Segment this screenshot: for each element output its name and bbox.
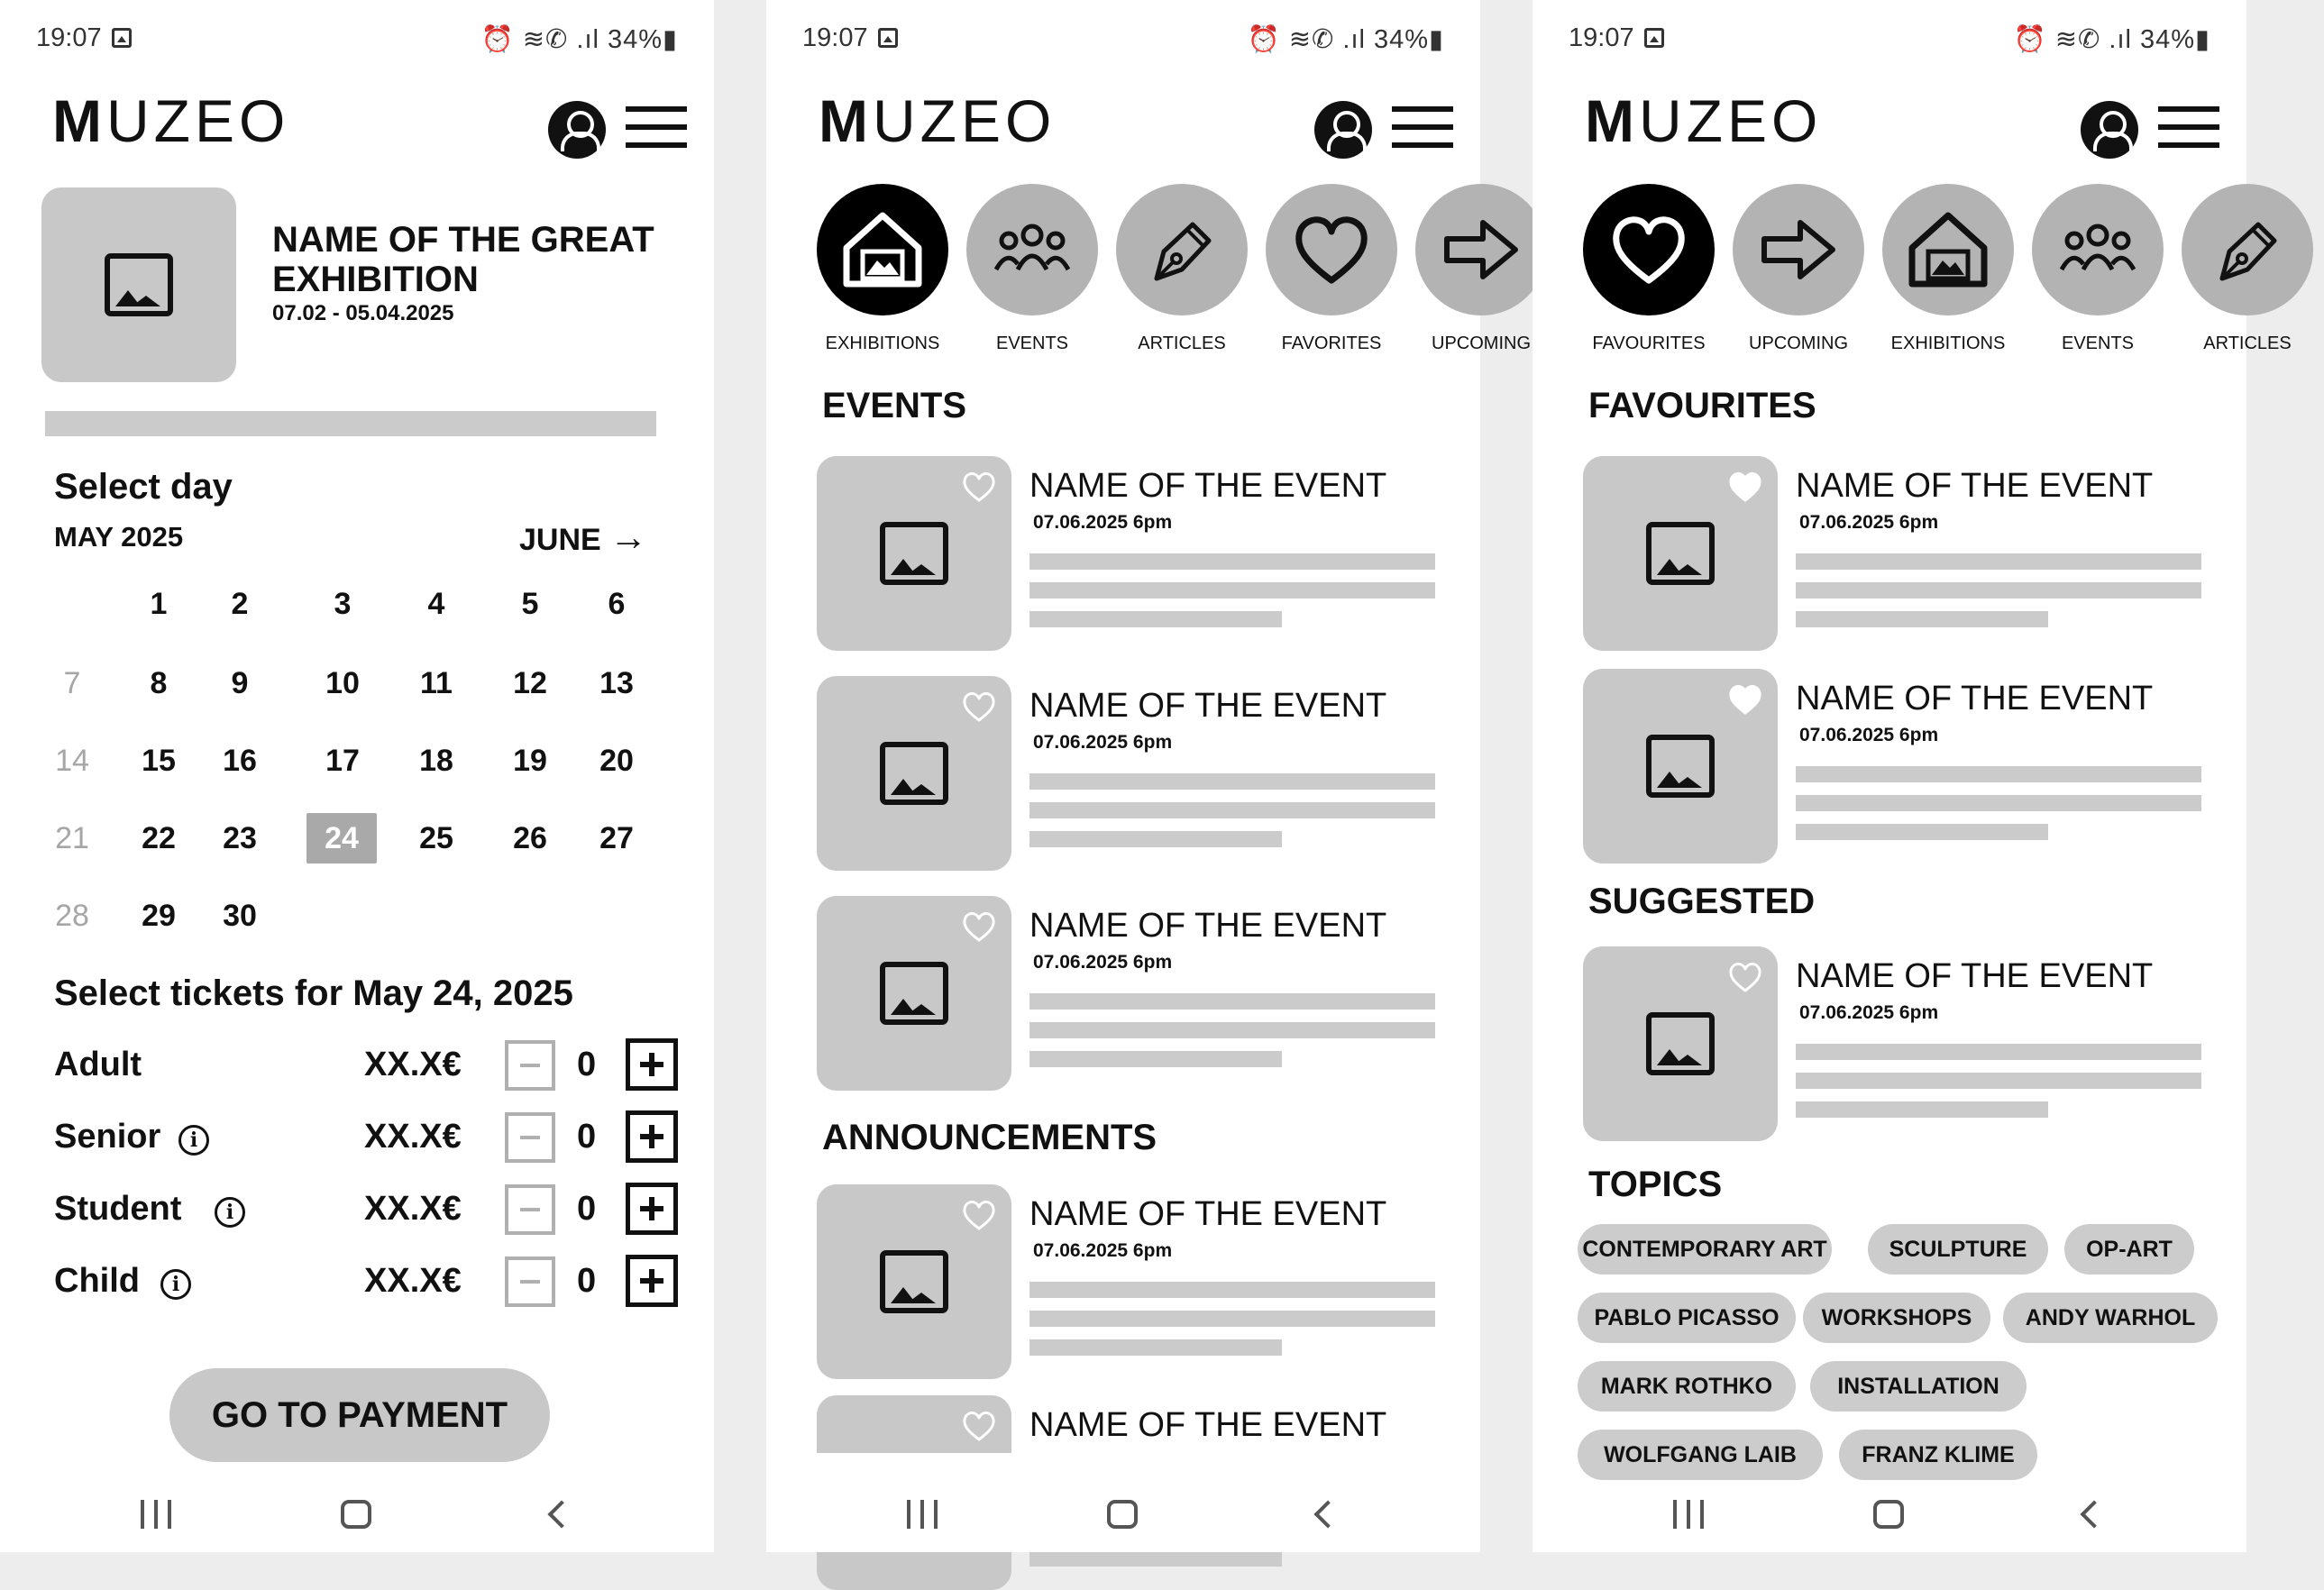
calendar-day[interactable]: 4 — [427, 587, 445, 621]
description-placeholder-line — [1029, 582, 1435, 599]
description-placeholder-line — [1029, 1051, 1282, 1067]
topic-chip[interactable]: SCULPTURE — [1868, 1224, 2048, 1275]
ticket-price: XX.X€ — [364, 1262, 462, 1300]
favorite-heart-icon[interactable] — [961, 909, 997, 945]
event-title: NAME OF THE EVENT — [1029, 1195, 1387, 1233]
topic-chip[interactable]: MARK ROTHKO — [1578, 1361, 1796, 1412]
android-nav-bar — [0, 1453, 714, 1552]
status-bar — [1569, 20, 2210, 56]
profile-icon[interactable] — [1314, 101, 1372, 159]
description-placeholder-line — [1796, 766, 2201, 782]
ticket-price: XX.X€ — [364, 1118, 462, 1156]
calendar-day[interactable]: 9 — [231, 666, 249, 700]
favourites-heading: FAVOURITES — [1588, 386, 1816, 425]
category-label: FAVOURITES — [1592, 334, 1706, 353]
calendar-day[interactable]: 27 — [599, 821, 634, 855]
calendar-day[interactable]: 11 — [420, 666, 453, 700]
favorite-heart-icon[interactable] — [961, 689, 997, 725]
ticket-quantity: 0 — [577, 1046, 597, 1083]
exhibition-title: NAME OF THE GREAT EXHIBITION — [272, 220, 654, 299]
description-placeholder-line — [1796, 582, 2201, 599]
increase-quantity-button[interactable] — [626, 1110, 678, 1163]
category-upcoming[interactable] — [1415, 184, 1547, 315]
exhibition-image — [41, 187, 236, 382]
decrease-quantity-button[interactable] — [505, 1184, 555, 1235]
decrease-quantity-button[interactable] — [505, 1256, 555, 1307]
calendar-day[interactable]: 21 — [55, 821, 89, 855]
info-icon[interactable]: i — [178, 1125, 209, 1156]
calendar-day[interactable]: 2 — [231, 587, 249, 621]
image-placeholder-icon — [880, 1250, 948, 1313]
calendar-day[interactable]: 28 — [55, 899, 89, 933]
description-placeholder-line — [1796, 1073, 2201, 1089]
info-icon[interactable]: i — [215, 1197, 245, 1228]
topics-heading: TOPICS — [1588, 1165, 1723, 1204]
event-date: 07.06.2025 6pm — [1033, 952, 1173, 973]
next-month-button[interactable]: JUNE → — [519, 516, 648, 558]
image-placeholder-icon — [880, 522, 948, 585]
muzeo-logo[interactable]: MUZEO — [52, 87, 290, 154]
category-exhibitions[interactable] — [1882, 184, 2014, 315]
calendar-day[interactable]: 13 — [599, 666, 634, 700]
event-title: NAME OF THE EVENT — [1796, 957, 2154, 995]
gallery-notification-icon — [112, 28, 132, 48]
description-placeholder-line — [1796, 824, 2048, 840]
tickets-heading: Select tickets for May 24, 2025 — [54, 973, 573, 1013]
back-button[interactable] — [2080, 1500, 2108, 1528]
ticket-quantity: 0 — [577, 1190, 597, 1228]
calendar-day[interactable]: 10 — [325, 666, 360, 700]
event-date: 07.06.2025 6pm — [1799, 1002, 1939, 1023]
favorite-heart-icon[interactable] — [1727, 959, 1763, 995]
category-label: EVENTS — [2061, 334, 2135, 353]
calendar-day[interactable]: 26 — [513, 821, 547, 855]
event-title: NAME OF THE EVENT — [1796, 680, 2154, 717]
profile-icon[interactable] — [548, 101, 606, 159]
muzeo-logo[interactable]: MUZEO — [819, 87, 1057, 154]
calendar-day[interactable]: 14 — [55, 744, 89, 778]
description-placeholder-line — [1796, 1044, 2201, 1060]
calendar-day[interactable]: 1 — [150, 587, 168, 621]
calendar-day[interactable]: 25 — [419, 821, 453, 855]
image-placeholder-icon — [105, 253, 173, 316]
image-placeholder-icon — [1646, 522, 1715, 585]
image-placeholder-icon — [1646, 1012, 1715, 1075]
ticket-price: XX.X€ — [364, 1190, 462, 1228]
calendar-day[interactable]: 23 — [223, 821, 257, 855]
topic-chip[interactable]: WOLFGANG LAIB — [1578, 1430, 1823, 1480]
events-screen — [766, 0, 1531, 1552]
go-to-payment-button[interactable]: GO TO PAYMENT — [169, 1368, 550, 1462]
topic-chip[interactable]: WORKSHOPS — [1803, 1293, 1990, 1343]
category-label: FAVORITES — [1281, 334, 1382, 353]
back-button[interactable] — [1313, 1500, 1341, 1528]
back-button[interactable] — [547, 1500, 575, 1528]
calendar-day[interactable]: 17 — [325, 744, 360, 778]
month-label: MAY 2025 — [54, 521, 184, 553]
description-placeholder-line — [1029, 1550, 1282, 1567]
decrease-quantity-button[interactable] — [505, 1040, 555, 1091]
description-placeholder-line — [1796, 611, 2048, 627]
decrease-quantity-button[interactable] — [505, 1112, 555, 1163]
topic-chip[interactable]: ANDY WARHOL — [2003, 1293, 2218, 1343]
status-bar — [36, 20, 678, 56]
description-placeholder-line — [1029, 1311, 1435, 1327]
event-title: NAME OF THE EVENT — [1029, 687, 1387, 725]
ticket-type-label: Student — [54, 1190, 182, 1228]
category-exhibitions[interactable] — [817, 184, 948, 315]
event-title: NAME OF THE EVENT — [1029, 907, 1387, 945]
event-date: 07.06.2025 6pm — [1799, 725, 1939, 745]
calendar-day[interactable]: 19 — [513, 744, 547, 778]
category-favourites[interactable] — [1583, 184, 1715, 315]
favorite-heart-icon[interactable] — [961, 1197, 997, 1233]
profile-icon[interactable] — [2081, 101, 2138, 159]
exhibition-progress-placeholder — [45, 411, 656, 436]
description-placeholder-line — [1796, 795, 2201, 811]
category-label: EVENTS — [995, 334, 1069, 353]
home-button[interactable] — [1107, 1500, 1138, 1529]
calendar-day[interactable]: 20 — [599, 744, 634, 778]
status-time: 19:07 — [36, 23, 102, 52]
topic-chip[interactable]: PABLO PICASSO — [1578, 1293, 1796, 1343]
increase-quantity-button[interactable] — [626, 1038, 678, 1091]
image-placeholder-icon — [880, 962, 948, 1025]
calendar-day[interactable]: 22 — [142, 821, 176, 855]
calendar-day[interactable]: 5 — [521, 587, 539, 621]
gallery-notification-icon — [1644, 28, 1664, 48]
home-button[interactable] — [341, 1500, 371, 1529]
category-label: UPCOMING — [1432, 334, 1531, 353]
description-placeholder-line — [1796, 1101, 2048, 1118]
calendar-day[interactable]: 30 — [223, 899, 257, 933]
description-placeholder-line — [1029, 1022, 1435, 1038]
ticket-screen — [0, 0, 714, 1552]
category-label: ARTICLES — [2203, 334, 2292, 353]
description-placeholder-line — [1029, 553, 1435, 570]
events-heading: EVENTS — [822, 386, 967, 425]
description-placeholder-line — [1029, 802, 1435, 818]
recent-apps-button[interactable] — [1673, 1500, 1704, 1529]
calendar-day[interactable]: 12 — [513, 666, 547, 700]
description-placeholder-line — [1029, 993, 1435, 1010]
calendar-day[interactable]: 7 — [63, 666, 81, 700]
recent-apps-button[interactable] — [907, 1500, 938, 1529]
event-date: 07.06.2025 6pm — [1799, 512, 1939, 533]
gallery-notification-icon — [878, 28, 898, 48]
home-button[interactable] — [1873, 1500, 1904, 1529]
ticket-quantity: 0 — [577, 1262, 597, 1300]
event-date: 07.06.2025 6pm — [1033, 732, 1173, 753]
increase-quantity-button[interactable] — [626, 1183, 678, 1235]
topic-chip[interactable]: INSTALLATION — [1810, 1361, 2027, 1412]
muzeo-logo[interactable]: MUZEO — [1585, 87, 1823, 154]
category-articles[interactable] — [1116, 184, 1248, 315]
android-nav-bar — [1533, 1453, 2246, 1552]
event-title: NAME OF THE EVENT — [1029, 1406, 1387, 1444]
event-title: NAME OF THE EVENT — [1796, 467, 2154, 505]
favorite-heart-icon[interactable] — [961, 469, 997, 505]
ticket-type-label: Child — [54, 1262, 140, 1300]
favorite-heart-icon[interactable] — [1727, 469, 1763, 505]
info-icon[interactable]: i — [160, 1269, 191, 1300]
category-articles[interactable] — [2182, 184, 2313, 315]
category-label: UPCOMING — [1749, 334, 1848, 353]
category-favorites[interactable] — [1266, 184, 1397, 315]
calendar-day[interactable]: 6 — [608, 587, 626, 621]
calendar-day[interactable]: 15 — [142, 744, 176, 778]
description-placeholder-line — [1796, 553, 2201, 570]
ticket-price: XX.X€ — [364, 1046, 462, 1083]
category-events[interactable] — [2032, 184, 2164, 315]
status-time: 19:07 — [1569, 23, 1634, 52]
description-placeholder-line — [1029, 611, 1282, 627]
description-placeholder-line — [1029, 1339, 1282, 1356]
topic-chip[interactable]: FRANZ KLIME — [1839, 1430, 2037, 1480]
hamburger-menu-icon[interactable] — [2158, 106, 2219, 148]
hamburger-menu-icon[interactable] — [626, 106, 687, 148]
event-date: 07.06.2025 6pm — [1033, 1240, 1173, 1261]
calendar-day[interactable]: 18 — [419, 744, 453, 778]
ticket-quantity: 0 — [577, 1118, 597, 1156]
image-placeholder-icon — [1646, 735, 1715, 798]
select-day-label: Select day — [54, 467, 233, 507]
arrow-right-icon: → — [609, 516, 648, 558]
image-placeholder-icon — [880, 742, 948, 805]
category-label: EXHIBITIONS — [1890, 334, 2006, 353]
description-placeholder-line — [1029, 1282, 1435, 1298]
android-nav-bar — [766, 1453, 1480, 1552]
calendar-day[interactable]: 3 — [334, 587, 352, 621]
recent-apps-button[interactable] — [141, 1500, 171, 1529]
status-indicators: ⏰ ≋✆ .ıl 34%▮ — [480, 25, 678, 54]
event-title: NAME OF THE EVENT — [1029, 467, 1387, 505]
calendar-day[interactable]: 16 — [223, 744, 257, 778]
ticket-type-label: Adult — [54, 1046, 142, 1083]
favourites-screen — [1533, 0, 2292, 1552]
category-upcoming[interactable] — [1733, 184, 1864, 315]
hamburger-menu-icon[interactable] — [1392, 106, 1453, 148]
status-bar — [802, 20, 1444, 56]
calendar-day[interactable]: 29 — [142, 899, 176, 933]
ticket-type-label: Senior — [54, 1118, 161, 1156]
status-indicators: ⏰ ≋✆ .ıl 34%▮ — [2013, 25, 2210, 54]
category-label: EXHIBITIONS — [825, 334, 940, 353]
favorite-heart-icon[interactable] — [1727, 681, 1763, 717]
description-placeholder-line — [1029, 773, 1435, 790]
description-placeholder-line — [1029, 831, 1282, 847]
announcements-heading: ANNOUNCEMENTS — [822, 1118, 1157, 1157]
increase-quantity-button[interactable] — [626, 1255, 678, 1307]
status-indicators: ⏰ ≋✆ .ıl 34%▮ — [1247, 25, 1444, 54]
calendar-day-selected[interactable]: 24 — [307, 813, 377, 864]
category-label: ARTICLES — [1138, 334, 1226, 353]
favorite-heart-icon[interactable] — [961, 1408, 997, 1444]
exhibition-dates: 07.02 - 05.04.2025 — [272, 301, 454, 325]
event-date: 07.06.2025 6pm — [1033, 512, 1173, 533]
topic-chip[interactable]: CONTEMPORARY ART — [1578, 1224, 1832, 1275]
suggested-heading: SUGGESTED — [1588, 882, 1816, 921]
status-time: 19:07 — [802, 23, 868, 52]
calendar-day[interactable]: 8 — [150, 666, 168, 700]
topic-chip[interactable]: OP-ART — [2064, 1224, 2194, 1275]
category-events[interactable] — [966, 184, 1098, 315]
